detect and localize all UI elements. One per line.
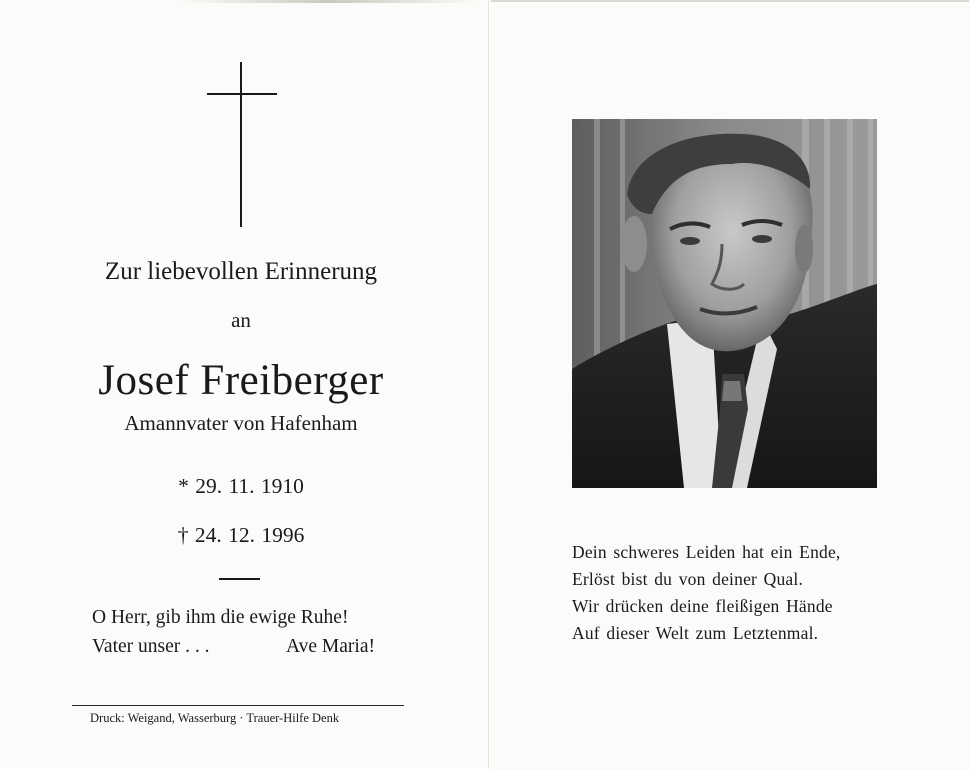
prayer-vater-unser: Vater unser . . . (92, 636, 210, 657)
deceased-title: Amannvater von Hafenham (124, 411, 358, 435)
footer-rule (72, 705, 404, 706)
cross-icon (207, 62, 277, 227)
death-date: † 24. 12. 1996 (177, 523, 305, 547)
poem-line-2: Erlöst bist du von deiner Qual. (572, 569, 804, 589)
cross-vertical-bar (240, 62, 242, 227)
memorial-heading: Zur liebevollen Erinnerung (104, 258, 378, 285)
cross-horizontal-bar (207, 93, 277, 95)
portrait-photo (572, 119, 877, 488)
portrait-image (572, 119, 877, 488)
prayer-line-1: O Herr, gib ihm die ewige Ruhe! (92, 607, 349, 628)
poem-line-4: Auf dieser Welt zum Letztenmal. (572, 623, 819, 643)
printer-credit: Druck: Weigand, Wasserburg · Trauer-Hilfe Denk (90, 711, 340, 725)
scan-edge-shadow (180, 0, 480, 3)
connector-word: an (231, 308, 251, 332)
separator-dash (219, 578, 260, 580)
prayer-ave-maria: Ave Maria! (286, 636, 375, 657)
poem-line-1: Dein schweres Leiden hat ein Ende, (572, 542, 841, 562)
poem-line-3: Wir drücken deine fleißigen Hände (572, 596, 833, 616)
deceased-name: Josef Freiberger (98, 357, 384, 404)
birth-date: * 29. 11. 1910 (178, 474, 304, 498)
